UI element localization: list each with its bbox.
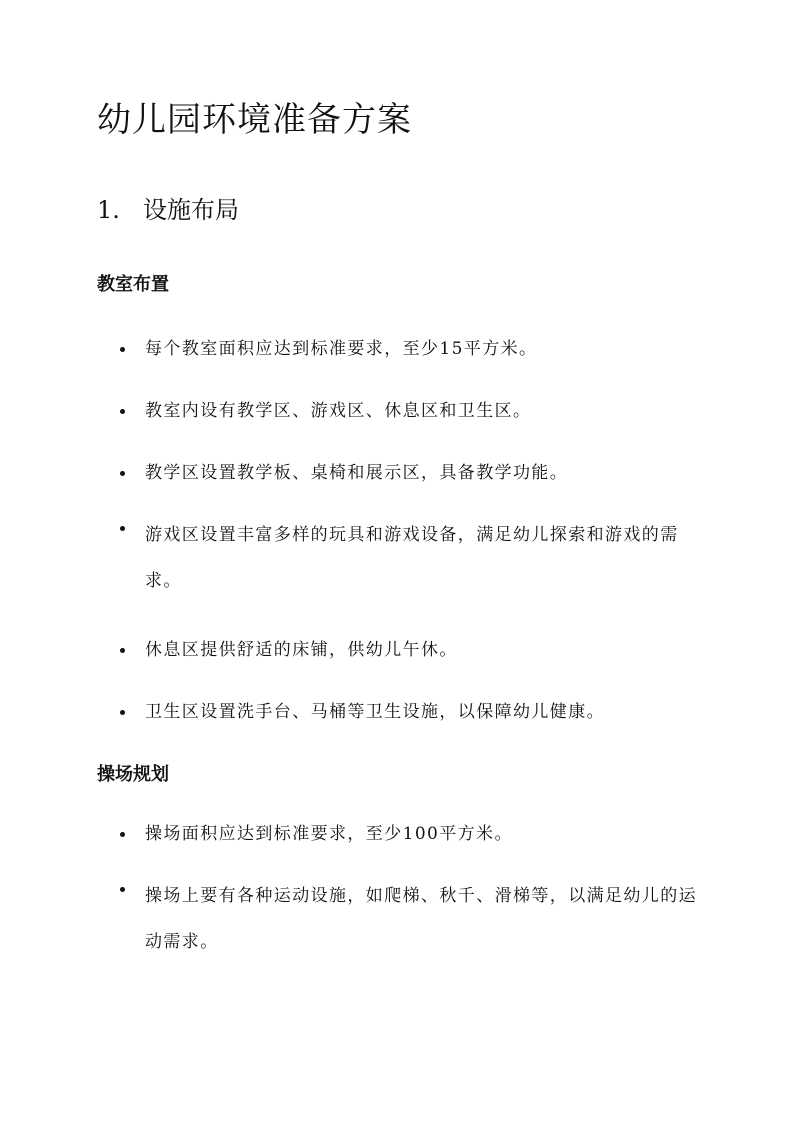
bullet-icon [120, 471, 125, 476]
bullet-icon [120, 887, 125, 892]
list-item [120, 333, 700, 365]
document-title: 幼儿园环境准备方案 [97, 100, 412, 140]
list-item [120, 634, 700, 666]
bullet-icon [120, 347, 125, 352]
list-item [120, 512, 700, 604]
list-item [120, 818, 700, 850]
bullet-icon [120, 710, 125, 715]
list-item [120, 457, 700, 489]
section-heading [97, 190, 239, 230]
subsection-heading-playground: 操场规划 [97, 764, 169, 785]
bullet-icon [120, 832, 125, 837]
list-item-text: 操场上要有各种运动设施，如爬梯、秋千、滑梯等，以满足幼儿的运动需求。 [145, 886, 697, 952]
section-title: 设施布局 [143, 196, 239, 224]
list-item-text: 卫生区设置洗手台、马桶等卫生设施，以保障幼儿健康。 [145, 702, 605, 722]
subsection-heading-classroom: 教室布置 [97, 274, 169, 295]
list-item [120, 696, 700, 728]
list-item-text: 每个教室面积应达到标准要求，至少15平方米。 [145, 339, 538, 359]
playground-bullet-list [120, 818, 700, 995]
list-item-text: 教学区设置教学板、桌椅和展示区，具备教学功能。 [145, 463, 569, 483]
list-item-text: 游戏区设置丰富多样的玩具和游戏设备，满足幼儿探索和游戏的需求。 [145, 525, 679, 591]
classroom-bullet-list [120, 333, 700, 758]
list-item [120, 873, 700, 965]
bullet-icon [120, 648, 125, 653]
section-number: 1. [97, 196, 120, 224]
list-item-text: 操场面积应达到标准要求，至少100平方米。 [145, 824, 513, 844]
bullet-icon [120, 409, 125, 414]
list-item-text: 教室内设有教学区、游戏区、休息区和卫生区。 [145, 401, 532, 421]
list-item [120, 395, 700, 427]
bullet-icon [120, 526, 125, 531]
list-item-text: 休息区提供舒适的床铺，供幼儿午休。 [145, 640, 458, 660]
